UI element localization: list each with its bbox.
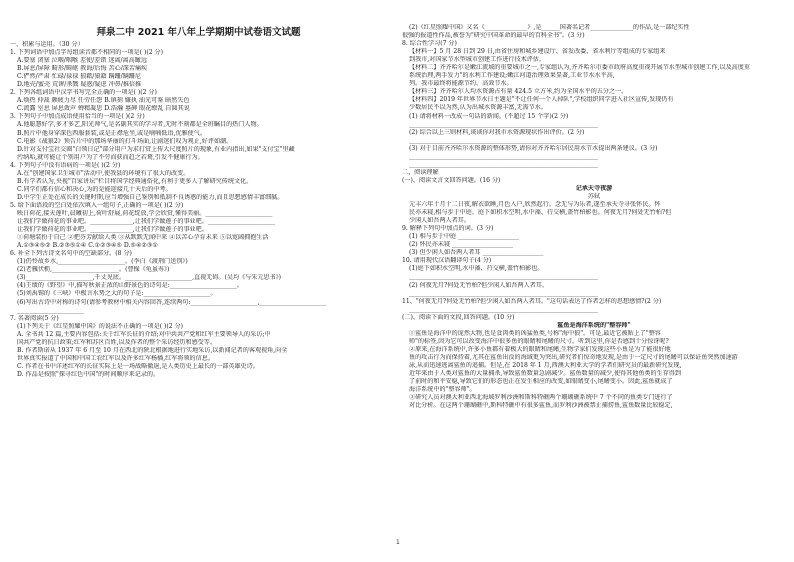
left-line-3: B.屏息/屏障 畸形/畸岖 教诲/后悔 苦心/深苦痛疾 bbox=[17, 65, 148, 73]
right-line-42: 泳,从而迅速逃离鲨鱼的追捕。但是,在 2018 年 1 月,西澳大利亚大学的学者们研究员的最新研究发现, bbox=[409, 361, 682, 369]
right-line-32: (2) 何夜无月?何处无竹柏?但少闲人如吾两人者耳。 bbox=[409, 281, 548, 289]
right-line-39: 师"的标签,因为它可以改变海洋中很多鱼的眼睛和尾鳍的尺寸。听到这里,你是否感到十分惊讶呢? bbox=[409, 337, 669, 345]
left-line-35: (1)下列关于《红星照耀中国》的说法不正确的一项是( )(2 分) bbox=[17, 322, 184, 330]
right-line-23: 民亦未寝,相与步于中庭。庭下如积水空明,水中藻、荇交横,盖竹柏影也。何夜无月?何处无竹柏?但 bbox=[409, 209, 672, 217]
right-line-45: 海洋系统中的"整容师"。 bbox=[409, 386, 476, 394]
left-line-32: (6)写出古诗中对称的诗句(请参考教材中相关内容回答,连续两句:______________________,______________________ bbox=[17, 298, 327, 306]
left-line-29: (3)______________________,千丈见底。______________________,直视无碍。(吴均《与朱元思书》) bbox=[17, 274, 282, 282]
right-line-2: 8. 综合性学习(7 分) bbox=[402, 40, 457, 48]
left-line-30: (4)王绩的《野望》中,描写秋景正浓的山野景色的诗句是:______________________。 bbox=[17, 282, 243, 290]
right-line-43: 近年来由于人类对鲨鱼的大量捕杀,导致鲨鱼数量急剧减少。鲨鱼数量的减少,使得其他鱼类的生存得到 bbox=[409, 370, 681, 378]
right-line-25: 9. 解释下列句中加点的词。(3 分) bbox=[402, 225, 494, 233]
right-line-8: 【材料三】齐齐哈尔人均水资源占有量 424.5 立方米,约为全国水平的五分之一。 bbox=[409, 88, 628, 96]
right-line-38: ①鲨鱼是海洋中的庞然大物,也是食肉类的凶猛鱼类,号称"海中狼"。可是,最近它被贴上了"整容 bbox=[409, 329, 661, 337]
right-line-41: 鱼的攻击行为而保持着,尤其在鲨鱼出没的海域更为突出,研究者们惊奇地发现,是由于一定尺寸的尾鳍可以保证鱼突然加速游 bbox=[409, 353, 738, 361]
left-line-6: 2. 下列各组词语中汉字书写完全正确的一项是( )(2 分) bbox=[10, 89, 157, 97]
right-column bbox=[402, 0, 786, 562]
left-line-10: A.他聪慧好学,多才多艺,阳光帅气,是名副其实的学习者,无时不刻都是全班瞩目的热门人物。 bbox=[17, 121, 263, 129]
left-line-41: D. 作品是按照"探寻红色中国"的时间顺序来记录的。 bbox=[17, 370, 160, 378]
left-line-40: C. 作者在书中详述红军的长征实际上是一场战略撤退,是人类历史上最长的一部英雄史诗。 bbox=[17, 362, 259, 370]
right-line-3: 【材料一】5 月 28 日到 29 日,由省住房和城乡建设厅、省发改委、省水利厅等组成的专家组来 bbox=[409, 48, 666, 56]
left-line-21: 映日荷花,接天莲叶,晨曦初上,荷叶舒展,荷花绽放,学会欣赏,懂得美丽。______________________ bbox=[17, 209, 273, 217]
right-line-35: ______________________________________________________________ bbox=[409, 305, 598, 313]
left-question-list bbox=[10, 41, 387, 379]
page-title: 拜泉二中 2021 年八年上学期期中试卷语文试题 bbox=[96, 27, 301, 38]
right-line-24: 少闲人如吾两人者耳。 bbox=[409, 217, 470, 225]
right-line-44: 了前时的和平安稳,导致它们的形态也正在发生相应的改变,如眼睛变小,尾鳍变小。因此,鲨鱼就成了 bbox=[409, 378, 673, 386]
left-line-11: B.照片中他身穿深色西服套装,或是正襟危坐,或是喃喃低语,优雅使气。 bbox=[17, 129, 206, 137]
left-line-5: D.地壳/蜜壳 荒谬/杀戮 疑惑/疑虑 冲鼻/推倍推 bbox=[17, 81, 142, 89]
left-line-16: A.在"创建国家卫生城市"活动中,使我县的环境有了很大的改变。 bbox=[17, 169, 190, 177]
right-line-9: 【材料四】2019 年世界节水日主题是"不让任何一个人掉队",学校组织同学进入社区宣传,发现仍有 bbox=[409, 96, 674, 104]
right-line-0: (2)《红星照耀中国》又名《______________》,是______国著名记者______________的作品,是一部纪实性 bbox=[409, 24, 690, 31]
right-line-19: (一)、阅读文言文回答问题。(16 分) bbox=[402, 176, 501, 184]
left-line-33: ______________________ bbox=[17, 306, 85, 314]
left-line-28: (2)老骥伏枥,______________________。(曹操《龟虽寿》) bbox=[17, 266, 170, 274]
right-line-27: (2) 怀民亦未寝 ____________________ bbox=[409, 241, 513, 249]
left-line-14: 污纳垢,就可能让个别用户为了不劳而获而趋之若鹜,引发不健康行为。 bbox=[17, 153, 204, 161]
left-line-13: D.针对支付宝社交圈"白领日记"部分用户为求打赏上传大尺度照片的现象,有业内指出,如果"支付宝"里藏 bbox=[17, 145, 295, 153]
right-question-list bbox=[402, 24, 786, 410]
left-line-15: 4. 下列句子中没有语病的一项是( )(2 分) bbox=[10, 161, 121, 169]
left-line-22: 让我们学做荷花的事业吧。______________,让我们学做莲子的事业吧。______________________ bbox=[17, 218, 275, 226]
right-line-20: 记承天寺夜游 bbox=[575, 184, 613, 192]
left-line-25: A.①③④⑤② B.②③⑤①④ C.①②③④⑤ D.⑤④②③① bbox=[17, 242, 158, 250]
left-line-2: A.要塞 闭塞 泣咽/咽喉 差使/差错 迷离/离高瞰远 bbox=[17, 57, 147, 65]
right-line-18: 二、阅读理解 bbox=[402, 168, 439, 176]
right-line-47: 对比分析。在这两个珊瑚礁中,斯科特礁中有很多鲨鱼,而罗利沙洲被禁止捕捞鱼,鲨鱼数量比较稳定, bbox=[409, 402, 673, 410]
right-line-13: (2) 综合以上三则材料,谈谈你对我市水资源现状作出评价。(2 分) bbox=[409, 128, 585, 136]
right-line-10: 少数居民不以为然,认为出城水资源丰富,无需节水。 bbox=[409, 104, 547, 112]
left-line-24: ①荷塘装扮于自己 ②把芬芳献给人类 ③从默默无闻中来 ④以苦心孕育未来 ⑤以宽阔拥抱生活 bbox=[17, 234, 269, 242]
right-line-31: ______________________________________________________________ bbox=[409, 273, 598, 281]
right-line-40: ②原来,在海洋系统中,许多小鱼都有着极大的眼睛和尾鳍,生物学家们发现这些小鱼是为了能很好地 bbox=[409, 345, 671, 353]
left-line-37: 国共产党的抗日政策;红军和苏区百姓,以及作者的整个采访经历和感受等。 bbox=[17, 338, 216, 346]
right-line-6: 系统治理,两手发力"的水利工作建设;嫩江河道治理效果显著,工业节水水平高, bbox=[409, 72, 615, 80]
right-line-22: 元丰六年十月十二日夜,解衣欲睡,月色入户,欣然起行。念无与为乐者,遂至承天寺寻张怀民。怀 bbox=[409, 201, 661, 209]
right-line-11: (1) 请将材料一改成一句话的新闻。(不超过 15 个字)(2 分) bbox=[409, 112, 569, 120]
left-line-19: D.中学生正处在成长的关键时期,应当增强自己鉴别和抵制不良诱惑的能力,而且思想感情丰富细腻。 bbox=[17, 193, 284, 201]
left-line-4: C.俨然/严肃 忙碌/禄禄 狼藉/狼籍 蹒跚/蹒跚尼 bbox=[17, 73, 141, 81]
right-line-14: ______________________________________________________________ bbox=[409, 136, 598, 144]
left-line-27: (1)仍怜故乡水,______________________。(李白《渡荆门送别》) bbox=[17, 258, 188, 266]
right-line-15: (3) 对于目前齐齐哈尔水资源的整体形势,请你对齐齐哈尔居民用水节水提出两条建议。(3 分) bbox=[409, 144, 658, 152]
right-line-7: 列。我市最终将能源节约、高效节水。 bbox=[409, 80, 513, 88]
right-line-28: (3) 但少闲人如吾两人者耳 ____________________ bbox=[409, 249, 544, 257]
right-line-17: ______________________________________________________________ bbox=[409, 160, 598, 168]
left-line-34: 7. 名著阅读(5 分) bbox=[10, 314, 59, 322]
left-line-38: B. 作者斯诺从 1937 年 6 月至 10 月在西北的陕北根据地进行实地采访,以新闻记者的客观视角,向全 bbox=[17, 346, 288, 354]
right-line-33: ______________________________________________________________ bbox=[409, 289, 598, 297]
left-line-31: (5)刘禹锡的《三峡》中极言水势之大的句子是:______________________。 bbox=[17, 290, 217, 298]
left-line-18: C.同学们都有信心和决心,为的是能迎接几十天后的中考。 bbox=[17, 185, 172, 193]
left-line-26: 6. 补全下列古诗文名句中的空缺部分。(8 分) bbox=[10, 250, 132, 258]
right-line-30: (1)庭下如积水空明,水中藻、荇交横,盖竹柏影也。 bbox=[409, 265, 544, 273]
left-line-39: 世界真实报道了中国和中国工农红军以及许多红军杨插,红军将领的信息。 bbox=[17, 354, 214, 362]
left-line-8: C.流露 室息 屏息敛声 蝉精凝思 D.浩瀚 墓碑 眼花缭乱 自圆其说 bbox=[17, 105, 190, 113]
left-line-0: 一、积累与运用。（30 分） bbox=[10, 41, 84, 48]
right-line-1: 很强的报道性作品,被誉为"研究中国革命的最早的百科全书"。(3 分) bbox=[402, 32, 585, 40]
right-line-5: 【材料二】齐齐哈尔是嫩江流域的重要城市之一,专家组认为,齐齐哈尔市委市政府高度重视开展节水型城市创建工作,以及高度重 bbox=[409, 64, 750, 72]
left-line-20: 5. 给下面语段的空白处依次填入一组句子,正确的一项是( )(2 分) bbox=[10, 201, 184, 209]
right-line-21: 苏轼 bbox=[587, 192, 601, 200]
left-line-23: 让我们学做荷花的事业吧。______________,让我们学做莲子的事业吧。 bbox=[17, 226, 208, 234]
right-line-29: 10. 请用现代汉语翻译句子(4 分) bbox=[402, 257, 492, 265]
left-line-1: 1. 下列词语中加点字每组读音都不相同的一项是( )(2 分) bbox=[10, 49, 163, 57]
left-line-12: C.电影《战狼2》预告片中的那场华丽的打斗场面,让剧迷们叹为观止,好评如潮。 bbox=[17, 137, 233, 145]
left-line-17: B.有学者认为,央视"百家讲坛"栏目将国学经典通俗化,有利于更多人了解研究传统文化。 bbox=[17, 177, 253, 185]
right-line-26: (1) 相与步于中庭 ____________________ bbox=[409, 233, 520, 241]
right-line-16: ______________________________________________________________ bbox=[409, 152, 598, 160]
page-number: 1 bbox=[396, 539, 400, 546]
right-line-36: (二)、阅读下面的文段,回答问题。(10 分) bbox=[402, 313, 515, 321]
right-line-12: ______________________________________________________________ bbox=[409, 120, 598, 128]
left-column bbox=[10, 0, 387, 562]
left-line-7: A.焕热 仲裁 颇疲力尽 任劳任怨 B.镇刻 嫌执 油光可鉴 暗然失色 bbox=[17, 97, 190, 105]
left-line-9: 3. 下列句子中加点成语使用恰当的一项是( )(2 分) bbox=[10, 113, 145, 121]
right-line-37: 鲨鱼是海洋系统的"整容师" bbox=[557, 321, 631, 329]
right-line-34: 11、"何夜无月?何处无竹柏?但少闲人如吾两人者耳。"这句话表达了作者怎样的思想感情?(2 分) bbox=[402, 297, 662, 305]
left-line-36: A. 全书共 12 篇,主要内容包括:关于红军长征的介绍;对中共共产党和红军主要领导人的采访;中 bbox=[17, 330, 271, 338]
right-line-46: ③研究人员对澳大利亚西北海域罗利沙洲和斯科特礁两个珊瑚礁系统中 7 个不同的鱼类专门进行了 bbox=[409, 394, 673, 402]
right-line-4: 到我市,对国家节水型城市创建工作进行技术评估。 bbox=[409, 56, 545, 64]
